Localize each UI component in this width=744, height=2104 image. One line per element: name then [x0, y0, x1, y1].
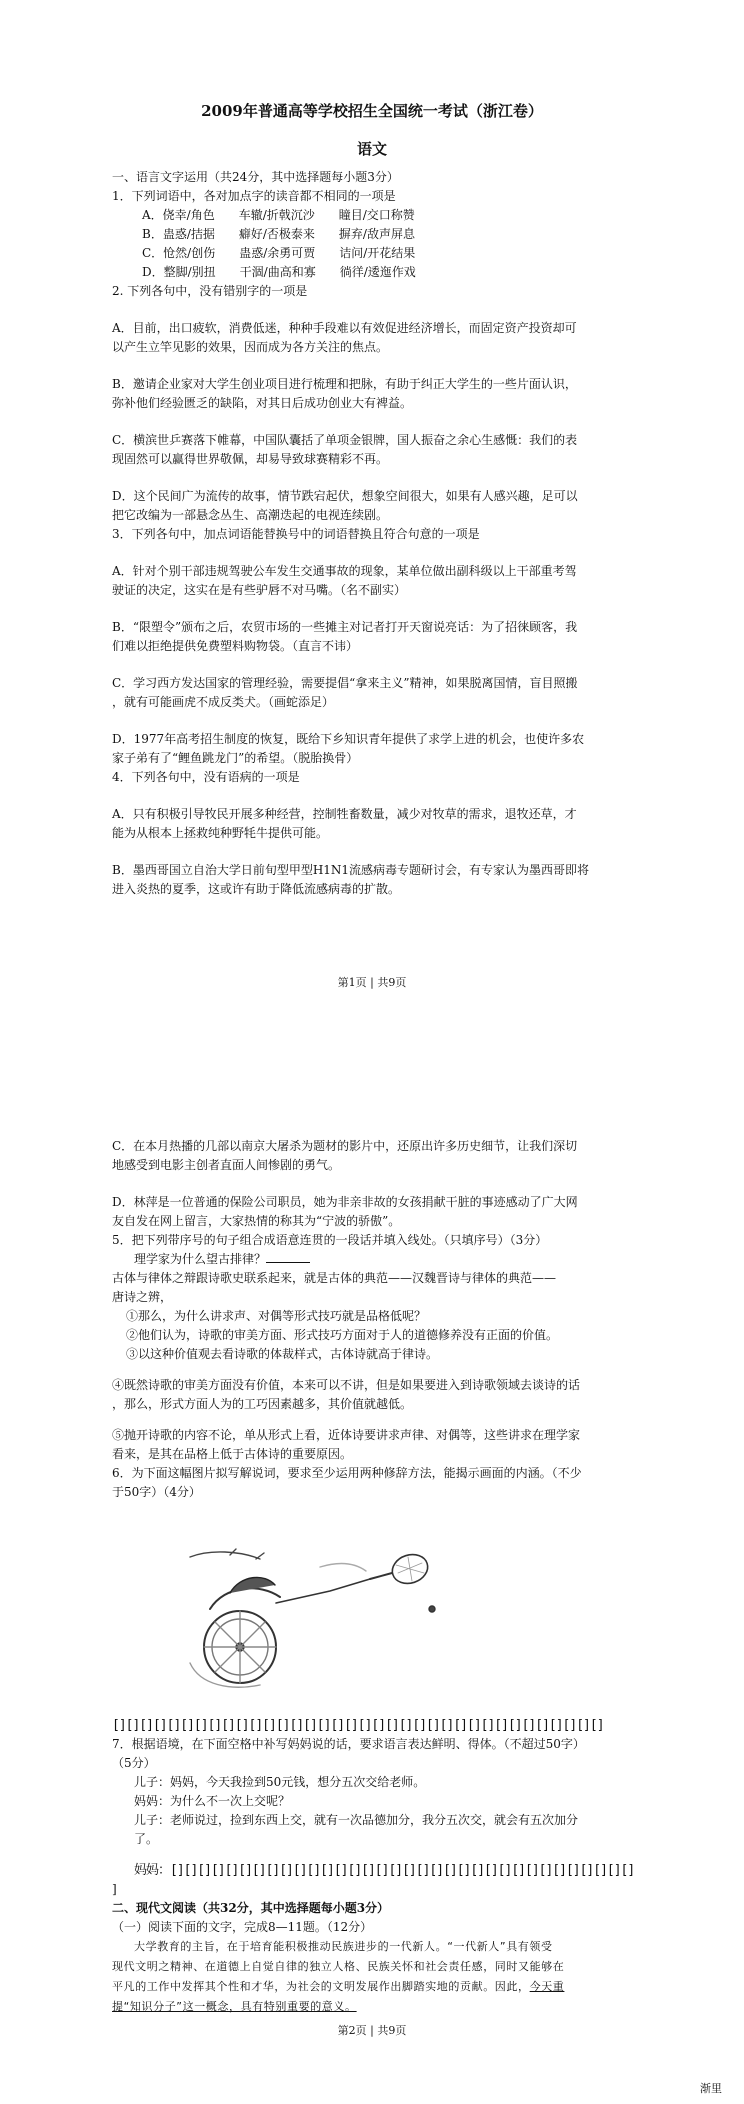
q5-item-5: ⑤抛开诗歌的内容不论，单从形式上看，近体诗要讲求声律、对偶等，这些讲求在理学家: [112, 1428, 581, 1442]
q4-option-c: C．在本月热播的几部以南京大屠杀为题材的影片中，还原出许多历史细节，让我们深切: [112, 1139, 578, 1153]
q5-lead: 古体与律体之辩跟诗歌史联系起来，就是古体的典范——汉魏晋诗与律体的典范——: [112, 1271, 557, 1285]
q6-stem-cont: 于50字）（4分）: [112, 1485, 201, 1499]
page2-footer: 第2页 | 共9页: [337, 2024, 407, 2037]
q5-item: ③以这种价值观去看诗歌的体裁样式，古体诗就高于律诗。: [126, 1347, 439, 1361]
q7-answer-boxes[interactable]: 妈妈：[][][][][][][][][][][][][][][][][][][][][][][][][][][][][][][][][][]: [134, 1863, 635, 1878]
q7-dialogue-cont: 了。: [134, 1832, 159, 1846]
section2-heading: 二、现代文阅读（共32分，其中选择题每小题3分）: [112, 1901, 390, 1915]
q7-dialogue: 儿子：老师说过，捡到东西上交，就有一次品德加分，我分五次交，就会有五次加分: [134, 1813, 579, 1827]
q2-option-c: C．横滨世乒赛落下帷幕，中国队囊括了单项金银牌，国人振奋之余心生感慨：我们的表: [112, 433, 578, 447]
q3-option-b-cont: 们难以拒绝提供免费塑料购物袋。（直言不讳）: [112, 639, 359, 653]
q7-stem-cont: （5分）: [112, 1756, 156, 1770]
q5-stem: 5．把下列带序号的句子组合成语意连贯的一段话并填入线处。（只填序号）（3分）: [112, 1233, 548, 1247]
q5-item-4: ④既然诗歌的审美方面没有价值，本来可以不讲，但是如果要进入到诗歌领域去谈诗的话: [112, 1378, 581, 1392]
reading-paragraph: 大学教育的主旨，在于培育能积极推动民族进步的一代新人。“一代新人”具有领受: [134, 1940, 553, 1953]
q5-item-5-cont: 看来，是其在品格上低于古体诗的重要原因。: [112, 1447, 353, 1461]
q5-item: ①那么，为什么讲求声、对偶等形式技巧就是品格低呢？: [126, 1309, 427, 1323]
q7-dialogue: 儿子：妈妈，今天我捡到50元钱，想分五次交给老师。: [134, 1775, 426, 1789]
q1-option: D．整脚/别扭 干涸/曲高和寡 徜徉/逶迤作戏: [142, 265, 416, 279]
reading-paragraph: 平凡的工作中发挥其个性和才华，为社会的文明发展作出脚踏实地的贡献。因此，今天重: [112, 1980, 565, 1993]
q2-option-d-cont: 把它改编为一部悬念丛生、高潮迭起的电视连续剧。: [112, 508, 389, 522]
q2-stem: 2. 下列各句中，没有错别字的一项是: [112, 284, 308, 298]
q3-option-a-cont: 驶证的决定，这实在是有些驴唇不对马嘴。（名不副实）: [112, 583, 407, 597]
q2-option-c-cont: 现固然可以赢得世界敬佩，却易导致球赛精彩不再。: [112, 452, 389, 466]
q1-option: C．怆然/创伤 蛊惑/余勇可贾 诘问/开花结果: [142, 246, 416, 260]
exam-title: 2009年普通高等学校招生全国统一考试（浙江卷）: [201, 102, 543, 120]
q2-option-b-cont: 弥补他们经验匮乏的缺陷，对其日后成功创业大有裨益。: [112, 396, 413, 410]
q4-option-a-cont: 能为从根本上拯救纯种野牦牛提供可能。: [112, 826, 329, 840]
q3-option-d-cont: 家子弟有了“鲤鱼跳龙门”的希望。（脱胎换骨）: [112, 751, 359, 765]
reading-subheading: （一）阅读下面的文字，完成8—11题。（12分）: [112, 1920, 373, 1934]
reading-paragraph: 现代文明之精神、在道德上自觉自律的独立人格、民族关怀和社会责任感，同时又能够在: [112, 1960, 565, 1973]
wheelchair-tennis-illustration: [170, 1545, 450, 1695]
section1-heading: 一、语言文字运用（共24分，其中选择题每小题3分）: [112, 170, 399, 184]
page1-footer: 第1页 | 共9页: [337, 976, 407, 989]
q4-option-d: D．林萍是一位普通的保险公司职员，她为非亲非故的女孩捐献干脏的事迹感动了广大网: [112, 1195, 578, 1209]
q1-option: B．蛊惑/拮据 癖好/否极泰来 摒弃/敌声屏息: [142, 227, 415, 241]
racket-handle-icon: [370, 1573, 392, 1579]
q4-option-c-cont: 地感受到电影主创者直面人间惨剧的勇气。: [112, 1158, 341, 1172]
q3-option-c: C．学习西方发达国家的管理经验，需要提倡“拿来主义”精神，如果脱离国情，盲目照搬: [112, 676, 578, 690]
corner-watermark: 渐里: [700, 2082, 722, 2095]
answer-blank[interactable]: [266, 1250, 310, 1263]
q4-option-d-cont: 友自发在网上留言，大家热情的称其为“宁波的骄傲”。: [112, 1214, 401, 1228]
q2-option-a: A．目前，出口疲软，消费低迷，种种手段难以有效促进经济增长，而固定资产投资却可: [112, 321, 577, 335]
q1-stem: 1．下列词语中，各对加点字的读音都不相同的一项是: [112, 189, 396, 203]
q1-option: A．侥幸/角色 车辙/折戟沉沙 瞳目/交口称赞: [142, 208, 415, 222]
reading-paragraph-underlined: 提“知识分子”这一概念，具有特别重要的意义。: [112, 2000, 357, 2013]
q2-option-b: B．邀请企业家对大学生创业项目进行梳理和把脉，有助于纠正大学生的一些片面认识，: [112, 377, 577, 391]
q4-stem: 4．下列各句中，没有语病的一项是: [112, 770, 300, 784]
q4-option-b: B．墨西哥国立自治大学日前旬型甲型H1N1流感病毒专题研讨会，有专家认为墨西哥即将: [112, 863, 590, 877]
q5-lead-cont: 唐诗之辨，: [112, 1290, 173, 1304]
page2-body: [112, 1137, 652, 1502]
q6-stem: 6．为下面这幅图片拟写解说词，要求至少运用两种修辞方法，能揭示画面的内涵。（不少: [112, 1466, 582, 1480]
q3-option-b: B．“限塑令”颁布之后，农贸市场的一些摊主对记者打开天窗说亮话：为了招徕顾客，我: [112, 620, 578, 634]
q5-item-4-cont: ，那么，形式方面人为的工巧因素越多，其价值就越低。: [112, 1397, 413, 1411]
q7-stem: 7．根据语境，在下面空格中补写妈妈说的话，要求语言表达鲜明、得体。（不超过50字）: [112, 1737, 585, 1751]
subject-title: 语文: [356, 140, 387, 158]
q3-option-d: D．1977年高考招生制度的恢复，既给下乡知识青年提供了求学上进的机会，也使许多农: [112, 732, 585, 746]
q4-option-b-cont: 进入炎热的夏季，这或许有助于降低流感病毒的扩散。: [112, 882, 401, 896]
q3-option-c-cont: ，就有可能画虎不成反类犬。（画蛇添足）: [112, 695, 335, 709]
q3-stem: 3．下列各句中，加点词语能替换号中的词语替换且符合句意的一项是: [112, 527, 480, 541]
ball-icon: [429, 1606, 435, 1612]
q4-option-a: A．只有积极引导牧民开展多种经营，控制牲畜数量，减少对牧草的需求，退牧还草，才: [112, 807, 577, 821]
page1-body: [112, 168, 652, 899]
page2-body-lower: [112, 1716, 652, 2017]
q2-option-d: D．这个民间广为流传的故事，情节跌宕起伏，想象空间很大，如果有人感兴趣，足可以: [112, 489, 578, 503]
q5-item: ②他们认为，诗歌的审美方面、形式技巧方面对于人的道德修养没有正面的价值。: [126, 1328, 559, 1342]
q7-dialogue: 妈妈：为什么不一次上交呢？: [134, 1794, 291, 1808]
q3-option-a: A．针对个别干部违规驾驶公车发生交通事故的现象，某单位做出副科级以上干部重考驾: [112, 564, 577, 578]
q7-answer-end: ]: [112, 1882, 117, 1896]
q2-option-a-cont: 以产生立竿见影的效果，因而成为各方关注的焦点。: [112, 340, 389, 354]
q5-question: 理学家为什么望古排律？: [112, 1250, 652, 1269]
q6-answer-boxes[interactable]: [][][][][][][][][][][][][][][][][][][][][][][][][][][][][][][][][][][][]: [112, 1718, 604, 1733]
